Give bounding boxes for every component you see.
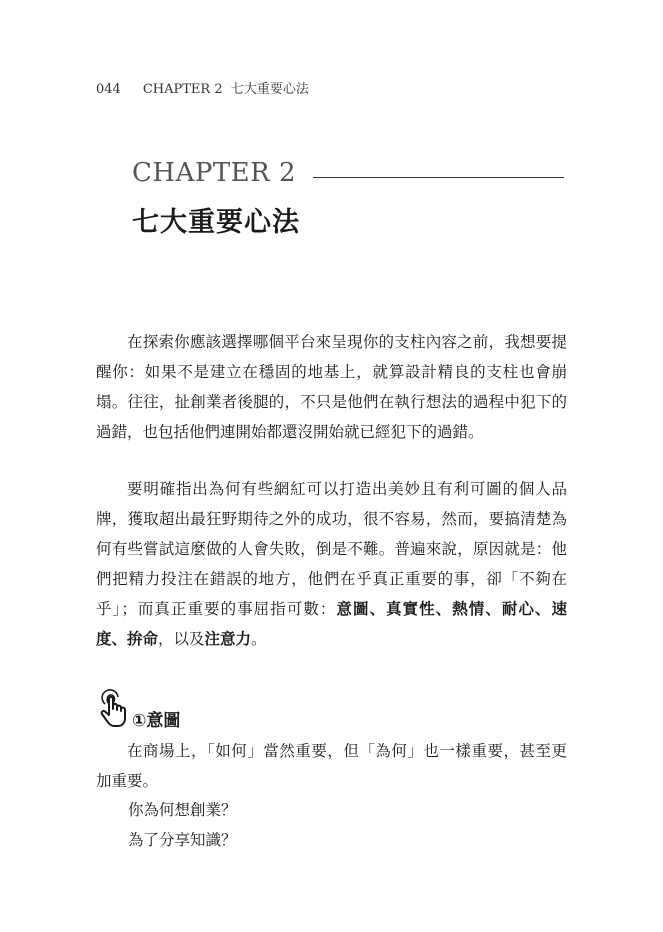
paragraph-2-end: 。 <box>251 630 267 648</box>
question-1: 你為何想創業？ <box>128 801 237 819</box>
section-heading <box>96 688 396 731</box>
key-principles: 意圖、真實性、熱情、耐心、速度、拚命 <box>96 600 567 648</box>
header-chapter: CHAPTER 2 <box>142 82 223 97</box>
paragraph-1-text: 在探索你應該選擇哪個平台來呈現你的支柱內容之前，我想要提醒你：如果不是建立在穩固的地基上，就算設計精良的支柱也會崩塌。往往，扯創業者後腿的，不只是他們在執行想法的過程中犯下的過錯，也包括他們連開始都還沒開始就已經犯下的過錯。 <box>96 333 567 441</box>
header-chapter-title: 七大重要心法 <box>230 82 309 97</box>
paragraph-2 <box>96 474 567 654</box>
paragraph-2-lead: 要明確指出為何有些網紅可以打造出美妙且有利可圖的個人品牌，獲取超出最狂野期待之外的成功，很不容易，然而，要搞清楚為何有些嘗試這麼做的人會失敗，倒是不難。普遍來說，原因就是：他們把精力投注在錯誤的地方，他們在乎真正重要的事，卻「不夠在乎」；而真正重要的事屈指可數： <box>96 480 567 618</box>
running-header <box>96 78 309 97</box>
section-intro-text: 在商場上，「如何」當然重要，但「為何」也一樣重要，甚至更加重要。 <box>96 742 567 790</box>
question-2: 為了分享知識？ <box>128 831 237 849</box>
chapter-label: CHAPTER 2 <box>132 158 297 188</box>
chapter-heading <box>132 158 564 194</box>
chapter-rule <box>313 177 564 178</box>
pointing-hand-icon <box>96 688 132 728</box>
section-title: ①意圖 <box>132 711 181 731</box>
paragraph-1 <box>96 327 567 447</box>
paragraph-2-mid: ，以及 <box>158 630 205 648</box>
section-intro <box>96 736 567 796</box>
chapter-title: 七大重要心法 <box>132 207 300 238</box>
page-number: 044 <box>96 82 121 97</box>
key-principle-attention: 注意力 <box>204 630 252 648</box>
paragraph-2-text <box>96 474 567 654</box>
